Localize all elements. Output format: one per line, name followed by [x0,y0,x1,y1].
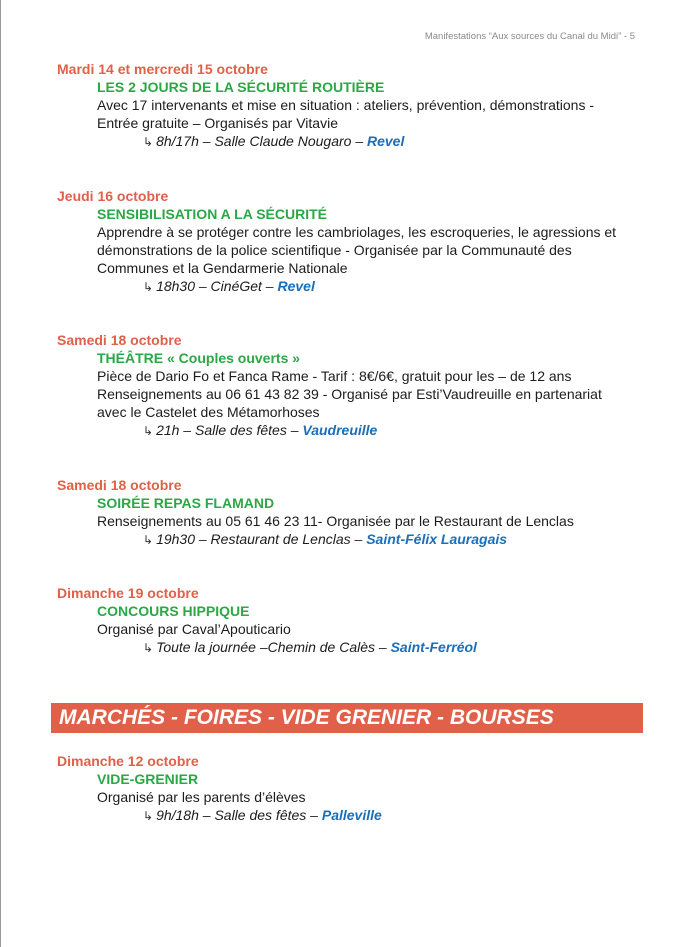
event-title: CONCOURS HIPPIQUE [97,603,250,619]
page-edge [0,0,1,947]
event-desc-line: Apprendre à se protéger contre les cambriolages, les escroqueries, le agressions et [97,224,617,240]
event-place-text: 8h/17h – Salle Claude Nougaro – [156,133,367,149]
event-place-text: Toute la journée –Chemin de Calès – [156,639,391,655]
event-date: Dimanche 12 octobre [57,753,199,769]
event-title: LES 2 JOURS DE LA SÉCURITÉ ROUTIÈRE [97,79,385,95]
hooked-arrow-icon: ↳ [143,280,154,294]
event-desc-line: avec le Castelet des Métamorhoses [97,404,320,420]
event-city: Revel [367,133,405,149]
event-city: Saint-Félix Lauragais [366,531,508,547]
event-item [57,187,637,296]
event-desc-line: Avec 17 intervenants et mise en situation : ateliers, prévention, démonstrations - [97,97,595,113]
hooked-arrow-icon: ↳ [143,135,154,149]
event-city: Revel [277,278,315,294]
event-item [57,476,637,549]
event-place [143,530,637,549]
event-city: Saint-Ferréol [390,639,477,655]
event-place [143,806,637,825]
hooked-arrow-icon: ↳ [143,809,154,823]
hooked-arrow-icon: ↳ [143,641,154,655]
hooked-arrow-icon: ↳ [143,424,154,438]
event-title: THÉÂTRE « Couples ouverts » [97,350,301,366]
event-place [143,277,637,296]
event-item [57,752,637,825]
event-place-text: 9h/18h – Salle des fêtes – [156,807,322,823]
event-desc-line: Communes et la Gendarmerie Nationale [97,260,348,276]
hooked-arrow-icon: ↳ [143,533,154,547]
event-desc-line: Organisé par les parents d’élèves [97,789,306,805]
event-city: Vaudreuille [302,422,378,438]
event-title: SENSIBILISATION A LA SÉCURITÉ [97,206,327,222]
event-date: Jeudi 16 octobre [57,188,169,204]
event-desc-line: Entrée gratuite – Organisés par Vitavie [97,115,338,131]
event-date: Samedi 18 octobre [57,477,182,493]
event-date: Mardi 14 et mercredi 15 octobre [57,61,268,77]
event-desc-line: Renseignements au 05 61 46 23 11- Organisée par le Restaurant de Lenclas [97,513,574,529]
event-item [57,60,637,151]
event-desc-line: démonstrations de la police scientifique - Organisée par la Communauté des [97,242,572,258]
event-place-text: 19h30 – Restaurant de Lenclas – [156,531,367,547]
event-place [143,638,637,657]
event-date: Dimanche 19 octobre [57,585,199,601]
event-place-text: 21h – Salle des fêtes – [156,422,303,438]
section-banner: MARCHÉS - FOIRES - VIDE GRENIER - BOURSES [51,703,643,733]
event-desc-line: Renseignements au 06 61 43 82 39 - Organisé par Esti’Vaudreuille en partenariat [97,386,602,402]
event-desc-line: Organisé par Caval’Apouticario [97,621,291,637]
event-place-text: 18h30 – CinéGet – [156,278,278,294]
event-place [143,132,637,151]
event-item [57,584,637,657]
event-item [57,331,637,440]
event-city: Palleville [321,807,382,823]
event-place [143,421,637,440]
event-date: Samedi 18 octobre [57,332,182,348]
page-header: Manifestations “Aux sources du Canal du Midi” - 5 [424,31,635,42]
event-title: SOIRÉE REPAS FLAMAND [97,495,275,511]
event-desc-line: Pièce de Dario Fo et Fanca Rame - Tarif : 8€/6€, gratuit pour les – de 12 ans [97,368,572,384]
event-title: VIDE-GRENIER [97,771,199,787]
